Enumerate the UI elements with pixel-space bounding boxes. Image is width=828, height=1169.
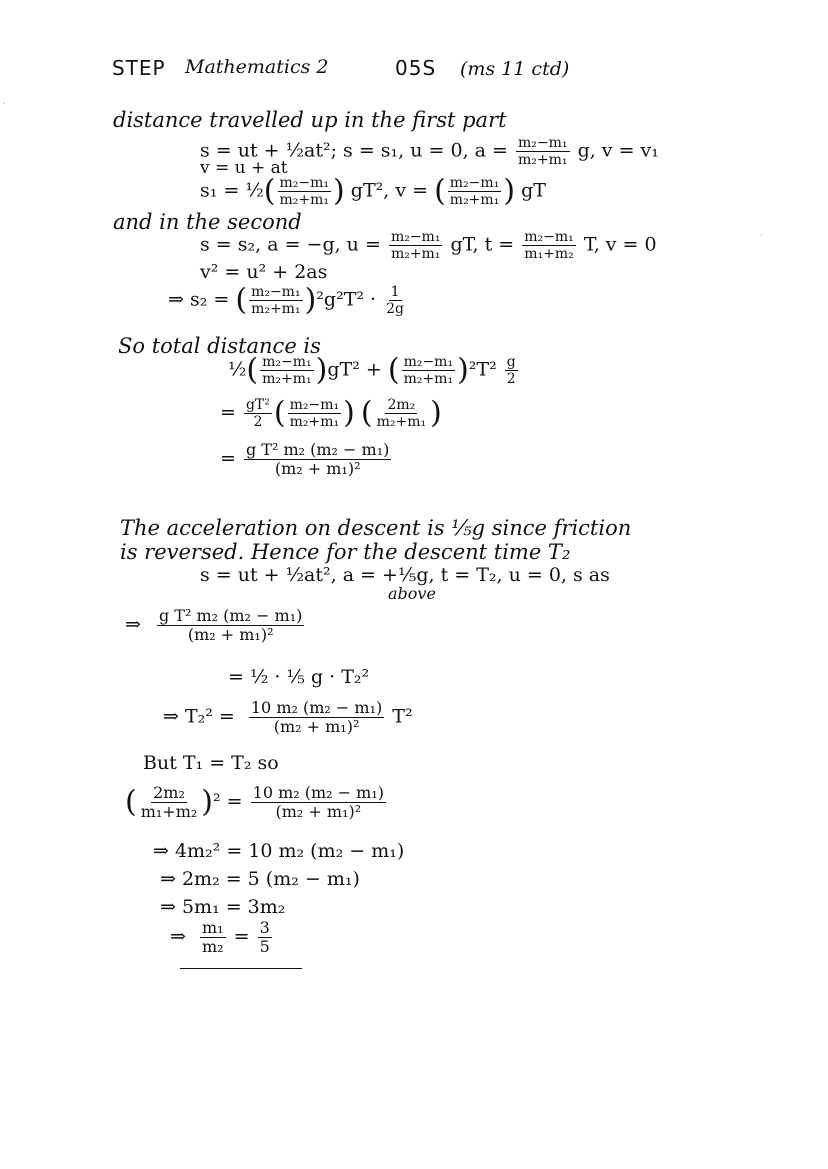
frac-d: (m₂ + m₁)²: [187, 625, 274, 644]
eq-but: But T₁ = T₂ so: [143, 752, 279, 774]
eq-total-half: ½: [228, 358, 247, 381]
eq-total-2: = $\frac{\text{gT²}}{2}$ ( $\frac{\text{m₂−m₁}}{\text{m₂+m₁}}$ ) ( $\frac{\text{2m₂}}{\text{m₂+m₁}}$ ): [220, 395, 442, 431]
frac-d: m₂+m₁: [376, 414, 427, 430]
eq-s2-a: s = s₂, a = −g, u =: [200, 233, 381, 256]
frac-d: 2: [506, 371, 516, 387]
margin-dot: ·: [760, 231, 763, 240]
frac-3-5: [258, 920, 272, 955]
frac-u: [389, 230, 443, 261]
frac-s2: [249, 285, 303, 316]
frac-d: (m₂ + m₁)²: [275, 802, 362, 821]
eq-s1: s₁ = ½( $\frac{\text{m₂−m₁}}{\text{m₂+m₁}}$ ) gT², v = ( $\frac{\text{m₂−m₁}}{\text{m₂+m₁}}$ ) gT: [200, 173, 546, 209]
eq-implies: ⇒: [125, 613, 141, 636]
eq-v-u-at: v = u + at: [200, 158, 288, 178]
text-descent-1: The acceleration on descent is ⅕g since friction: [120, 516, 632, 540]
frac-n: m₂−m₁: [289, 397, 340, 413]
frac-d: (m₂ + m₁)²: [274, 459, 361, 478]
frac-s1: [278, 176, 332, 207]
frac-2m2: [375, 398, 429, 429]
frac-d: m₂+m₁: [279, 192, 330, 208]
eq-total-1: ½( $\frac{\text{m₂−m₁}}{\text{m₂+m₁}}$ )gT² + ( $\frac{\text{m₂−m₁}}{\text{m₂+m₁}}$ )²T² $\frac{g}{2}$: [228, 352, 516, 388]
text-second: and in the second: [113, 210, 302, 234]
header-subject: Mathematics 2: [185, 56, 329, 78]
header-step: STEP: [112, 56, 166, 80]
eq-s1-b: gT², v =: [350, 179, 429, 202]
eq-final: [170, 920, 274, 955]
frac-n: g: [506, 354, 516, 370]
eq-step-1: ⇒ 4m₂² = 10 m₂ (m₂ − m₁): [153, 840, 405, 862]
frac-m1-m2: [200, 920, 226, 955]
eq-equals: =: [220, 447, 236, 470]
eq-s1-a: s₁ = ½: [200, 179, 264, 202]
frac-d: 2: [253, 414, 263, 430]
frac-d: 2g: [386, 301, 404, 317]
text-above: above: [388, 584, 436, 603]
frac-2m2-b: [139, 785, 200, 820]
frac-n: m₂−m₁: [449, 175, 500, 191]
eq-final-equals: =: [233, 925, 250, 948]
frac-n: g T² m₂ (m₂ − m₁): [158, 606, 303, 625]
eq-implies: ⇒: [170, 925, 186, 948]
eq-total-c: ²T²: [468, 358, 497, 381]
frac-n: m₂−m₁: [262, 354, 312, 370]
eq-step-3: ⇒ 5m₁ = 3m₂: [160, 896, 286, 918]
frac-n: 3: [259, 918, 270, 937]
eq-step-2: ⇒ 2m₂ = 5 (m₂ − m₁): [160, 868, 360, 890]
frac-n: m₂−m₁: [279, 175, 330, 191]
frac-n: 1: [390, 284, 400, 300]
frac-10m2: [251, 785, 386, 820]
frac-t: [522, 230, 576, 261]
frac-1-2g: [384, 285, 406, 316]
eq-equate: ( $\frac{\text{2m₂}}{\text{m₁+m₂}}$ )² = $\frac{\text{10 m₂ (m₂ − m₁)}}{\text{(m₂ + m₁)²}}$: [125, 783, 384, 821]
eq-s-ut-b: g, v = v₁: [577, 139, 659, 162]
frac-n: m₂−m₁: [518, 135, 568, 151]
frac-n: m₁: [201, 918, 224, 937]
header-note: (ms 11 ctd): [460, 58, 570, 80]
frac-d: (m₂ + m₁)²: [273, 717, 360, 736]
frac-n: m₂−m₁: [403, 354, 454, 370]
frac-d: m₂+m₁: [390, 246, 441, 262]
frac-d: m₂+m₁: [262, 371, 312, 387]
eq-s1-c: gT: [521, 179, 546, 202]
frac-descent: [157, 608, 304, 643]
text-first-part: distance travelled up in the first part: [113, 108, 507, 132]
eq-s-ut-a: s = ut + ½at²; s = s₁, u = 0, a =: [200, 139, 508, 162]
frac-total-result: [244, 442, 391, 477]
eq-equals: =: [220, 401, 236, 424]
margin-dot: .: [3, 97, 6, 106]
eq-s2-conditions: [200, 230, 657, 261]
eq-s2-lhs: ⇒ s₂ =: [168, 288, 230, 311]
frac-d: 5: [259, 937, 270, 956]
frac-d: m₂: [201, 937, 224, 956]
frac-gT2-2: [244, 398, 272, 429]
eq-s2: ⇒ s₂ = ( $\frac{\text{m₂−m₁}}{\text{m₂+m₁}}$ )²g²T² · $\frac{1}{2g}$: [168, 282, 404, 318]
frac-n: m₂−m₁: [390, 229, 441, 245]
frac-n: 2m₂: [153, 783, 185, 802]
frac-g-2: [505, 355, 518, 386]
eq-s2-rhs: ²g²T² ·: [316, 288, 377, 311]
eq-total-3: [220, 442, 393, 477]
frac-d: m₂+m₁: [449, 192, 500, 208]
eq-equate-mid: ² =: [213, 790, 243, 813]
frac-T2: [249, 700, 384, 735]
frac-total-b: [402, 355, 456, 386]
frac-accel: [516, 136, 570, 167]
frac-n: 10 m₂ (m₂ − m₁): [252, 783, 384, 802]
eq-descent-conditions: s = ut + ½at², a = +⅕g, t = T₂, u = 0, s as: [200, 564, 610, 586]
frac-d: m₂+m₁: [251, 301, 301, 317]
eq-descent-2: = ½ · ⅕ g · T₂²: [228, 666, 370, 688]
eq-T2-lhs: ⇒ T₂² =: [163, 705, 235, 728]
text-descent-2: is reversed. Hence for the descent time T₂: [120, 540, 571, 564]
frac-n: 10 m₂ (m₂ − m₁): [250, 698, 383, 717]
frac-d: m₂+m₁: [518, 152, 568, 168]
eq-T2-rhs: T²: [392, 705, 413, 728]
frac-total-c: [288, 398, 342, 429]
frac-v: [448, 176, 502, 207]
frac-d: m₂+m₁: [403, 371, 454, 387]
frac-n: 2m₂: [387, 397, 416, 413]
frac-d: m₂+m₁: [289, 414, 340, 430]
frac-n: m₂−m₁: [524, 229, 574, 245]
eq-s2-c: T, v = 0: [583, 233, 657, 256]
text-total-distance: So total distance is: [118, 334, 321, 358]
frac-d: m₁+m₂: [140, 802, 198, 821]
frac-total-a: [260, 355, 314, 386]
answer-underline: [180, 968, 302, 969]
header-code: 05S: [395, 56, 437, 80]
eq-T2-squared: [163, 700, 413, 735]
eq-total-b: gT² +: [327, 358, 382, 381]
eq-s2-b: gT, t =: [450, 233, 515, 256]
frac-n: gT²: [245, 397, 270, 413]
eq-v2: v² = u² + 2as: [200, 261, 328, 283]
eq-descent-1: [125, 608, 306, 643]
frac-n: g T² m₂ (m₂ − m₁): [245, 440, 390, 459]
frac-n: m₂−m₁: [251, 284, 301, 300]
frac-d: m₁+m₂: [524, 246, 574, 262]
